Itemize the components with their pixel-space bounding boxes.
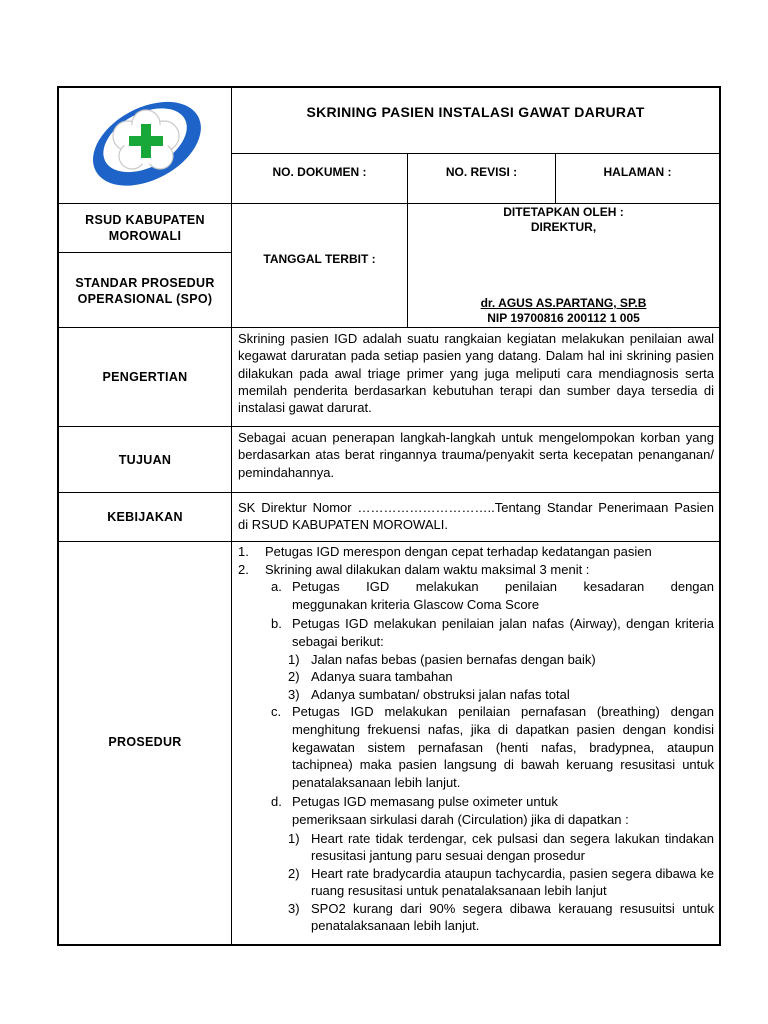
divider — [57, 252, 232, 253]
list-text: Heart rate tidak terdengar, cek pulsasi dan segera lakukan tindakan resusitasi jantung paru sesuai dengan prosedur — [311, 830, 714, 864]
spo-line1: STANDAR PROSEDUR — [75, 276, 215, 290]
list-text: Petugas IGD melakukan penilaian jalan nafas (Airway), dengan kriteria sebagai berikut: — [292, 616, 714, 649]
no-dokumen-label: NO. DOKUMEN : — [272, 165, 367, 179]
list-text: SPO2 kurang dari 90% segera dibawa kerauang resusuitsi untuk penatalaksanaan lebih lanjut. — [311, 900, 714, 934]
table-border-right — [719, 86, 721, 946]
list-text: pemeriksaan sirkulasi darah (Circulation) jika di dapatkan : — [292, 811, 629, 827]
tanggal-terbit-label: TANGGAL TERBIT : — [263, 252, 376, 266]
list-number: 1. — [238, 544, 249, 559]
signatory-name: dr. AGUS AS.PARTANG, SP.B — [480, 296, 647, 310]
list-number: d. — [271, 794, 282, 810]
direktur-label: DIREKTUR, — [530, 220, 597, 234]
list-number: 2) — [288, 669, 300, 685]
list-text: Petugas IGD merespon dengan cepat terhadap kedatangan pasien — [265, 544, 652, 559]
list-item — [238, 578, 714, 613]
tujuan-label: TUJUAN — [118, 452, 172, 467]
ditetapkan-label: DITETAPKAN OLEH : — [503, 205, 624, 219]
institution-name — [59, 212, 231, 244]
no-revisi-label: NO. REVISI : — [445, 165, 518, 179]
list-text: Skrining awal dilakukan dalam waktu maksimal 3 menit : — [265, 561, 590, 577]
list-item — [238, 615, 714, 650]
list-number: b. — [271, 616, 282, 632]
list-text: Petugas IGD melakukan penilaian pernafasan (breathing) dengan menghitung frekuensi nafas, jika di dapatkan pasien dengan kondisi kegawatan sistem pernafasan (henti nafas, bradypnea, ataupun tachipnea) maka pasien langsung di bawah keruang resusitasi untuk penatalaksanaan lebih lanjut. — [292, 704, 714, 790]
pengertian-label: PENGERTIAN — [102, 370, 188, 384]
list-item — [238, 793, 714, 828]
list-text: Petugas IGD melakukan penilaian kesadaran dengan — [292, 579, 714, 595]
list-number: 1) — [288, 830, 300, 846]
list-item — [238, 703, 714, 791]
list-item — [238, 651, 714, 669]
list-text: meggunakan kriteria Glascow Coma Score — [292, 596, 540, 612]
institution-line2: MOROWALI — [108, 229, 182, 243]
approval-block — [408, 205, 719, 235]
list-item — [238, 865, 714, 900]
pengertian-text: Skrining pasien IGD adalah suatu rangkaian kegiatan melakukan penilaian awal kegawat daruratan pada setiap pasien yang datang. Dalam hal ini skrining pasien dilakukan pada awal triage primer yang juga meliputi cara mendiagnosis serta memilah penderita berdasarkan kebutuhan terapi dan sumber daya tersedia di instalasi gawat darurat. — [238, 331, 714, 416]
list-item — [238, 543, 714, 561]
tujuan-text: Sebagai acuan penerapan langkah-langkah untuk mengelompokan korban yang berdasarkan atas berat ringannya trauma/penyakit serta kecepatan penanganan/ pemindahannya. — [238, 430, 714, 480]
halaman-label: HALAMAN : — [603, 165, 672, 179]
hospital-logo — [84, 90, 208, 194]
list-text: Adanya suara tambahan — [311, 669, 453, 685]
list-text: Petugas IGD memasang pulse oximeter untuk — [292, 794, 558, 810]
list-text: Jalan nafas bebas (pasien bernafas dengan baik) — [311, 651, 596, 667]
spo-label — [59, 275, 231, 307]
signatory-block — [408, 296, 719, 326]
list-item — [238, 561, 714, 579]
list-number: a. — [271, 579, 282, 595]
prosedur-label: PROSEDUR — [108, 735, 182, 749]
divider — [57, 203, 721, 204]
list-item — [238, 686, 714, 704]
list-item — [238, 668, 714, 686]
document-title: SKRINING PASIEN INSTALASI GAWAT DARURAT — [306, 104, 645, 120]
table-border-bottom — [57, 944, 721, 946]
kebijakan-text: SK Direktur Nomor …………………………..Tentang Standar Penerimaan Pasien di RSUD KABUPATEN MOROWALI. — [238, 500, 714, 533]
list-number: 3) — [288, 686, 300, 702]
hospital-cross-logo-icon — [84, 90, 208, 194]
divider — [57, 541, 721, 542]
list-number: 2. — [238, 561, 249, 577]
list-item — [238, 900, 714, 935]
list-text: Adanya sumbatan/ obstruksi jalan nafas total — [311, 686, 570, 702]
list-item — [238, 830, 714, 865]
kebijakan-label: KEBIJAKAN — [107, 510, 183, 524]
prosedur-list — [238, 543, 714, 935]
list-number: 3) — [288, 900, 300, 916]
signatory-nip: NIP 19700816 200112 1 005 — [487, 311, 640, 325]
list-number: 2) — [288, 865, 300, 881]
list-number: 1) — [288, 651, 300, 667]
spo-line2: OPERASIONAL (SPO) — [77, 292, 213, 306]
list-number: c. — [271, 704, 282, 720]
institution-line1: RSUD KABUPATEN — [85, 213, 205, 227]
column-divider — [231, 86, 232, 946]
list-text: Heart rate bradycardia ataupun tachycardia, pasien segera dibawa ke ruang resusitasi untuk penatalaksanaan lebih lanjut — [311, 865, 714, 899]
